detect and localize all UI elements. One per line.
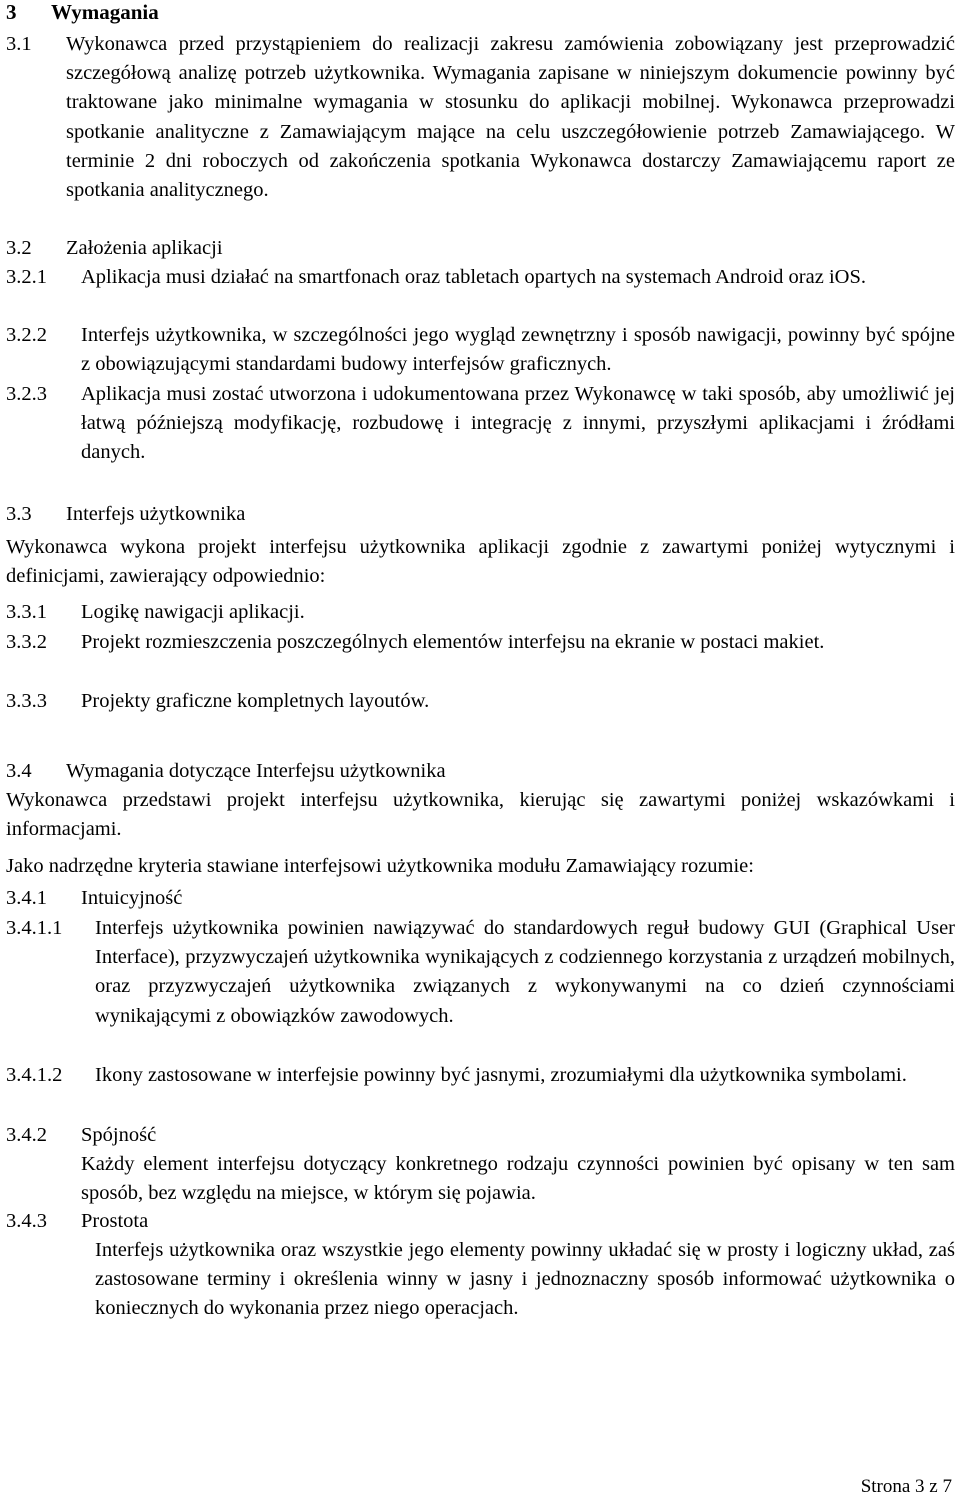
s3-4-2-text: Każdy element interfejsu dotyczący konkretnego rodzaju czynności powinien być opisany w ten sam sposób, bez względu na miejsce, w którym się pojawia. bbox=[81, 1153, 955, 1205]
s3-2-1-text: Aplikacja musi działać na smartfonach oraz tabletach opartych na systemach Android oraz iOS. bbox=[81, 266, 866, 288]
s3-4-1-number: 3.4.1 bbox=[6, 887, 47, 909]
s3-3-3-number: 3.3.3 bbox=[6, 690, 47, 712]
s3-4-3-text: Interfejs użytkownika oraz wszystkie jego elementy powinny układać się w prosty i logiczny układ, zaś zastosowane terminy i określenia winny w jasny i jednoznaczny sposób informować użytkownika o koniecznych do wykonania przez niego operacjach. bbox=[95, 1239, 955, 1320]
s3-2-2-number: 3.2.2 bbox=[6, 324, 47, 346]
s3-4-title: Wymagania dotyczące Interfejsu użytkownika bbox=[66, 760, 446, 782]
s3-4-number: 3.4 bbox=[6, 760, 32, 782]
section-number: 3 bbox=[6, 0, 17, 24]
s3-2-2-text: Interfejs użytkownika, w szczególności jego wygląd zewnętrzny i sposób nawigacji, powinny być spójne z obowiązującymi standardami budowy interfejsów graficznych. bbox=[81, 324, 955, 376]
s3-3-3-text: Projekty graficzne kompletnych layoutów. bbox=[81, 690, 430, 712]
s3-1-text: Wykonawca przed przystąpieniem do realizacji zakresu zamówienia zobowiązany jest przeprowadzić szczegółową analizę potrzeb użytkownika. Wymagania zapisane w niniejszym dokumencie powinny być traktowane jako minimalne wymagania w stosunku do aplikacji mobilnej. Wykonawca przeprowadzi spotkanie analityczne z Zamawiającym mające na celu uszczegółowienie potrzeb Zamawiającego. W terminie 2 dni roboczych od zakończenia spotkania Wykonawca dostarczy Zamawiającemu raport ze spotkania analitycznego. bbox=[66, 33, 955, 202]
s3-2-1-number: 3.2.1 bbox=[6, 266, 47, 288]
s3-4-1-2-text: Ikony zastosowane w interfejsie powinny być jasnymi, zrozumiałymi dla użytkownika symbolami. bbox=[95, 1064, 907, 1086]
s3-4-intro-2: Jako nadrzędne kryteria stawiane interfejsowi użytkownika modułu Zamawiający rozumie: bbox=[6, 855, 754, 877]
s3-1-number: 3.1 bbox=[6, 33, 32, 55]
s3-3-1-text: Logikę nawigacji aplikacji. bbox=[81, 601, 305, 623]
s3-4-1-2-number: 3.4.1.2 bbox=[6, 1064, 63, 1086]
s3-4-intro-1: Wykonawca przedstawi projekt interfejsu użytkownika, kierując się zawartymi poniżej wskazówkami i informacjami. bbox=[6, 789, 955, 841]
section-title: Wymagania bbox=[51, 0, 159, 24]
s3-2-number: 3.2 bbox=[6, 237, 32, 259]
s3-4-2-title: Spójność bbox=[81, 1124, 157, 1146]
s3-2-3-text: Aplikacja musi zostać utworzona i udokumentowana przez Wykonawcę w taki sposób, aby umożliwić jej łatwą późniejszą modyfikację, rozbudowę i integrację z innymi, przyszłymi aplikacjami i źródłami danych. bbox=[81, 383, 955, 464]
s3-3-intro: Wykonawca wykona projekt interfejsu użytkownika aplikacji zgodnie z zawartymi poniżej wytycznymi i definicjami, zawierający odpowiednio: bbox=[6, 536, 955, 588]
s3-4-1-1-text: Interfejs użytkownika powinien nawiązywać do standardowych reguł budowy GUI (Graphical User Interface), przyzwyczajeń użytkownika wynikających z codziennego korzystania z urządzeń mobilnych, oraz przyzwyczajeń użytkownika związanych z wykonywanymi na co dzień czynnościami wynikającymi z obowiązków zawodowych. bbox=[95, 917, 955, 1027]
page-number: Strona 3 z 7 bbox=[860, 1476, 952, 1497]
s3-4-2-number: 3.4.2 bbox=[6, 1124, 47, 1146]
s3-2-3-number: 3.2.3 bbox=[6, 383, 47, 405]
s3-3-2-text: Projekt rozmieszczenia poszczególnych elementów interfejsu na ekranie w postaci makiet. bbox=[81, 631, 825, 653]
s3-3-1-number: 3.3.1 bbox=[6, 601, 47, 623]
s3-3-2-number: 3.3.2 bbox=[6, 631, 47, 653]
s3-4-3-title: Prostota bbox=[81, 1210, 149, 1232]
s3-4-1-1-number: 3.4.1.1 bbox=[6, 917, 63, 939]
s3-3-title: Interfejs użytkownika bbox=[66, 503, 246, 525]
s3-4-3-number: 3.4.3 bbox=[6, 1210, 47, 1232]
s3-4-1-title: Intuicyjność bbox=[81, 887, 183, 909]
s3-3-number: 3.3 bbox=[6, 503, 32, 525]
s3-2-title: Założenia aplikacji bbox=[66, 237, 223, 259]
